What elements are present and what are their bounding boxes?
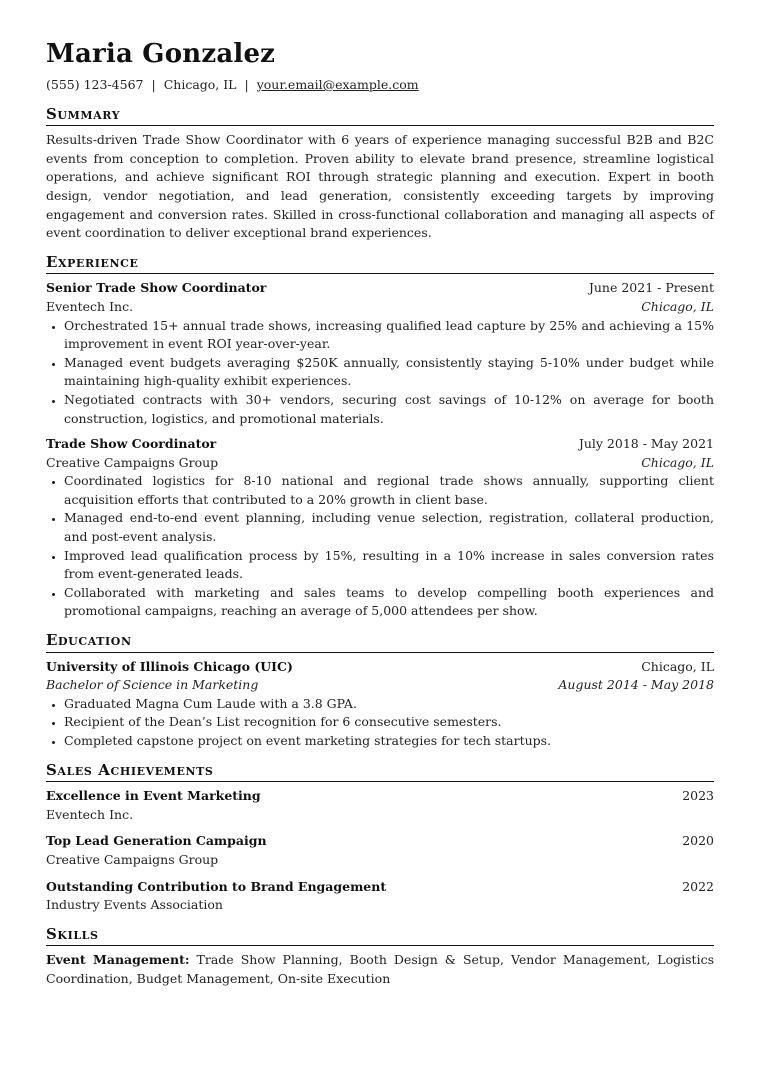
bullet-item: • Orchestrated 15+ annual trade shows, increasing qualified lead capture by 25% and achieving a 15% improvement in event ROI year-over-year.	[64, 317, 714, 354]
email-link[interactable]: your.email@example.com	[256, 77, 419, 92]
contact-separator: |	[244, 77, 249, 92]
school-location: Chicago, IL	[641, 658, 714, 674]
achievement-entry	[46, 832, 714, 869]
bullet-item: • Negotiated contracts with 30+ vendors, securing cost savings of 10-12% on average for booth construction, logistics, and promotional materials.	[64, 391, 714, 428]
bullet-item: • Managed event budgets averaging $250K annually, consistently staying 5-10% under budget while maintaining high-quality exhibit experiences.	[64, 354, 714, 391]
skills-text: Trade Show Planning, Booth Design & Setup, Vendor Management, Logistics Coordination, Budget Management, On-site Execution	[46, 952, 714, 986]
job-location: Chicago, IL	[641, 298, 714, 314]
school-name: University of Illinois Chicago (UIC)	[46, 658, 293, 674]
achievement-org: Creative Campaigns Group	[46, 851, 219, 867]
skills-label: Event Management:	[46, 952, 190, 968]
summary-text: Results-driven Trade Show Coordinator with 6 years of experience managing successful B2B and B2C events from conception to completion. Proven ability to elevate brand presence, streamline logistical operations, and achieve significant ROI through strategic planning and execution. Expert in booth design, vendor negotiation, and lead generation, consistently exceeding targets by improving engagement and conversion rates. Skilled in cross-functional collaboration and managing all aspects of event coordination to deliver exceptional brand experiences.	[46, 132, 714, 241]
location: Chicago, IL	[163, 77, 237, 92]
section-title-achievements: Sales Achievements	[46, 761, 714, 783]
section-title-summary: Summary	[46, 105, 714, 127]
job-entry	[46, 279, 714, 428]
bullet-item: • Completed capstone project on event marketing strategies for tech startups.	[64, 732, 714, 751]
job-company: Creative Campaigns Group	[46, 454, 219, 470]
job-role: Trade Show Coordinator	[46, 436, 217, 452]
bullet-item: • Improved lead qualification process by 15%, resulting in a 10% increase in sales conversion rates from event-generated leads.	[64, 547, 714, 584]
achievement-name: Outstanding Contribution to Brand Engagement	[46, 878, 387, 894]
achievement-year: 2023	[682, 788, 714, 804]
contact-separator: |	[151, 77, 156, 92]
job-role: Senior Trade Show Coordinator	[46, 280, 267, 296]
education-bullets	[46, 695, 714, 751]
education-dates: August 2014 - May 2018	[558, 677, 714, 693]
section-title-education: Education	[46, 631, 714, 653]
bullet-item: • Graduated Magna Cum Laude with a 3.8 GPA.	[64, 695, 714, 714]
degree: Bachelor of Science in Marketing	[46, 677, 259, 693]
bullet-item: • Managed end-to-end event planning, including venue selection, registration, collateral production, and post-event analysis.	[64, 509, 714, 546]
section-title-experience: Experience	[46, 253, 714, 275]
job-company: Eventech Inc.	[46, 298, 134, 314]
job-bullets	[46, 472, 714, 621]
bullet-item: • Recipient of the Dean’s List recognition for 6 consecutive semesters.	[64, 713, 714, 732]
achievement-org: Eventech Inc.	[46, 806, 134, 822]
section-title-skills: Skills	[46, 925, 714, 947]
job-dates: June 2021 - Present	[588, 280, 714, 296]
achievement-entry	[46, 878, 714, 915]
phone-number: (555) 123-4567	[46, 77, 144, 92]
job-bullets	[46, 317, 714, 429]
achievement-name: Excellence in Event Marketing	[46, 788, 261, 804]
job-dates: July 2018 - May 2021	[578, 436, 714, 452]
job-entry	[46, 435, 714, 621]
bullet-item: • Collaborated with marketing and sales teams to develop compelling booth experiences and promotional campaigns, reaching an average of 5,000 attendees per show.	[64, 584, 714, 621]
job-location: Chicago, IL	[641, 454, 714, 470]
achievement-org: Industry Events Association	[46, 897, 223, 913]
candidate-name: Maria Gonzalez	[46, 39, 276, 69]
contact-line	[46, 76, 714, 95]
achievement-name: Top Lead Generation Campaign	[46, 833, 267, 849]
achievement-year: 2020	[682, 833, 714, 849]
bullet-item: • Coordinated logistics for 8-10 national and regional trade shows annually, supporting client acquisition efforts that contributed to a 20% growth in client base.	[64, 472, 714, 509]
achievement-entry	[46, 787, 714, 824]
skills-line	[46, 951, 714, 988]
achievement-year: 2022	[682, 878, 714, 894]
